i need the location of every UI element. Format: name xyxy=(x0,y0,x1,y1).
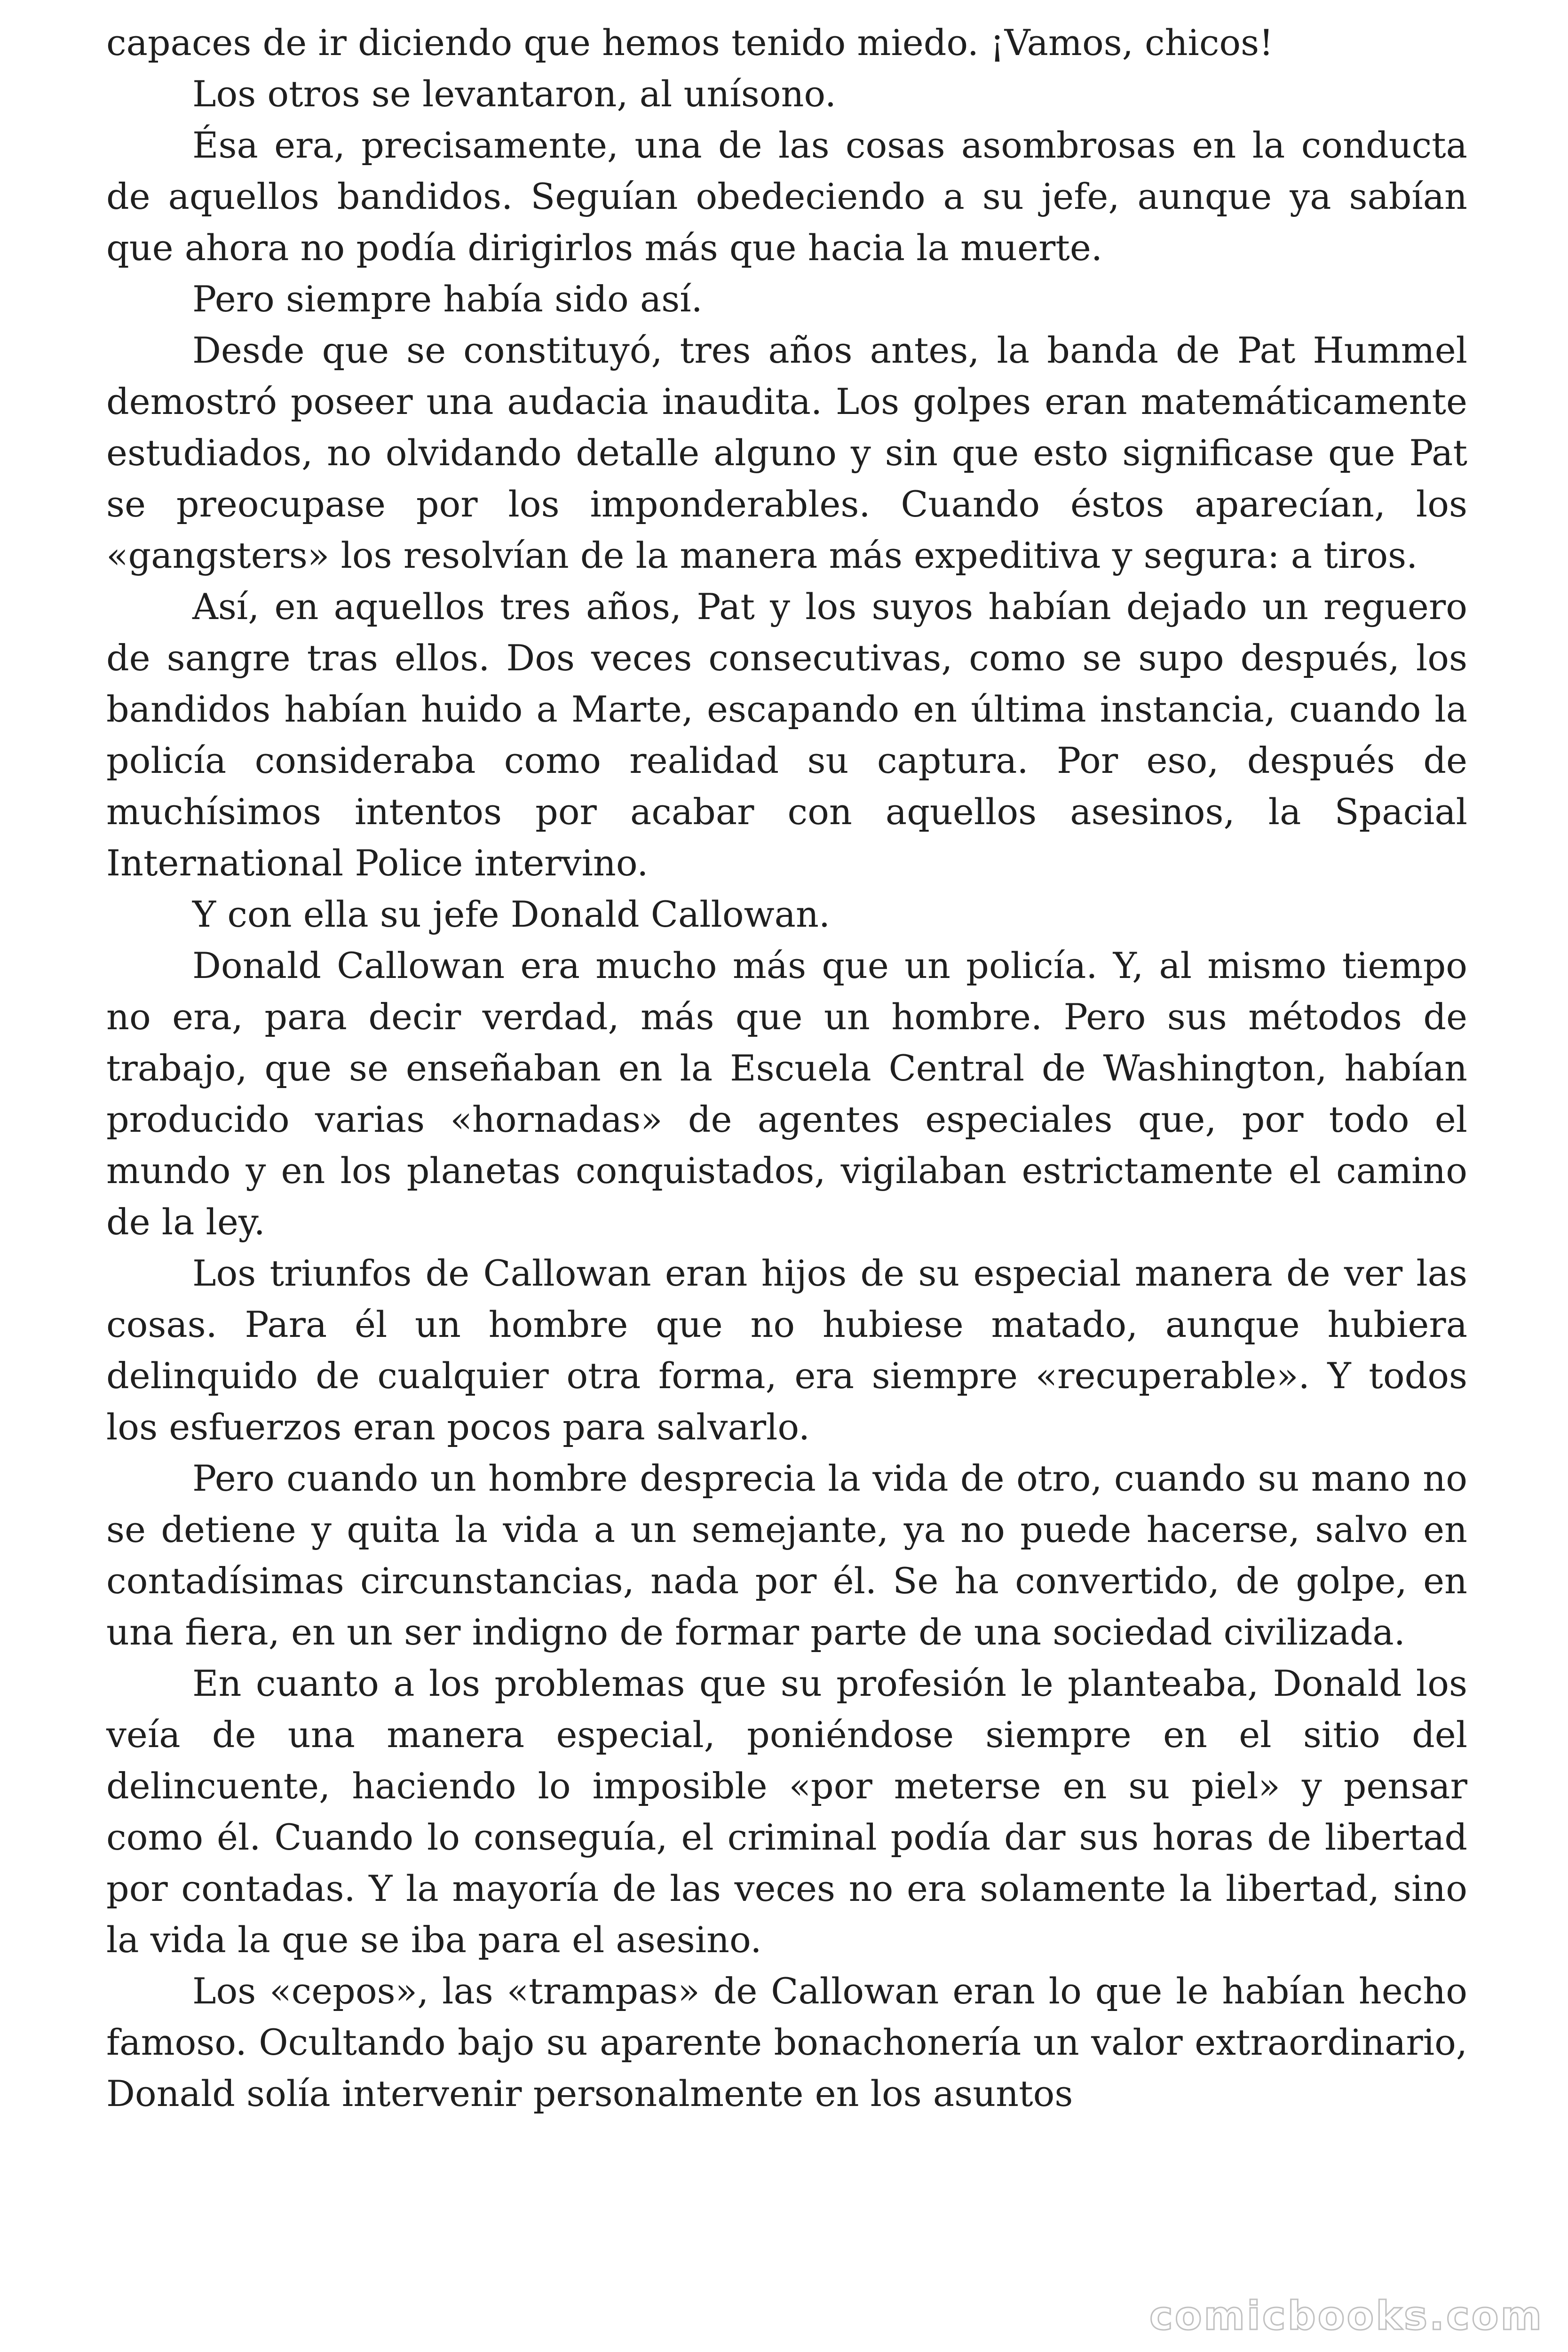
paragraph: Ésa era, precisamente, una de las cosas asombrosas en la conducta de aquellos bandidos. Seguían obedeciendo a su jefe, aunque ya sabían que ahora no podía dirigirlos más que hacia la muerte. xyxy=(106,124,1467,269)
watermark-logo: comicbooks.com xyxy=(1149,2293,1544,2339)
paragraph: Donald Callowan era mucho más que un policía. Y, al mismo tiempo no era, para decir verdad, más que un hombre. Pero sus métodos de trabajo, que se enseñaban en la Escuela Central de Washington, habían producido varias «hornadas» de agentes especiales que, por todo el mundo y en los planetas conquistados, vigilaban estrictamente el camino de la ley. xyxy=(106,945,1467,1243)
paragraph: Así, en aquellos tres años, Pat y los suyos habían dejado un reguero de sangre tras ellos. Dos veces consecutivas, como se supo después, los bandidos habían huido a Marte, escapando en última instancia, cuando la policía consideraba como realidad su captura. Por eso, después de muchísimos intentos por acabar con aquellos asesinos, la Spacial International Police intervino. xyxy=(106,586,1467,884)
paragraph: Pero cuando un hombre desprecia la vida de otro, cuando su mano no se detiene y quita la vida a un semejante, ya no puede hacerse, salvo en contadísimas circunstancias, nada por él. Se ha convertido, de golpe, en una fiera, en un ser indigno de formar parte de una sociedad civilizada. xyxy=(106,1457,1467,1653)
paragraph-continuation: capaces de ir diciendo que hemos tenido miedo. ¡Vamos, chicos! xyxy=(106,22,1274,64)
paragraph: Y con ella su jefe Donald Callowan. xyxy=(192,893,831,935)
paragraph: Los «cepos», las «trampas» de Callowan eran lo que le habían hecho famoso. Ocultando bajo su aparente bonachonería un valor extraordinario, Donald solía intervenir personalmente en los asuntos xyxy=(106,1970,1467,2114)
paragraph: En cuanto a los problemas que su profesión le planteaba, Donald los veía de una manera especial, poniéndose siempre en el sitio del delincuente, haciendo lo imposible «por meterse en su piel» y pensar como él. Cuando lo conseguía, el criminal podía dar sus horas de libertad por contadas. Y la mayoría de las veces no era solamente la libertad, sino la vida la que se iba para el asesino. xyxy=(106,1662,1467,1961)
paragraph: Pero siempre había sido así. xyxy=(192,278,703,320)
paragraph: Desde que se constituyó, tres años antes, la banda de Pat Hummel demostró poseer una audacia inaudita. Los golpes eran matemáticamente estudiados, no olvidando detalle alguno y sin que esto significase que Pat se preocupase por los imponderables. Cuando éstos aparecían, los «gangsters» los resolvían de la manera más expeditiva y segura: a tiros. xyxy=(106,329,1467,576)
paragraph: Los otros se levantaron, al unísono. xyxy=(192,73,837,115)
page-text xyxy=(106,17,1467,2119)
paragraph: Los triunfos de Callowan eran hijos de su especial manera de ver las cosas. Para él un hombre que no hubiese matado, aunque hubiera delinquido de cualquier otra forma, era siempre «recuperable». Y todos los esfuerzos eran pocos para salvarlo. xyxy=(106,1252,1467,1448)
